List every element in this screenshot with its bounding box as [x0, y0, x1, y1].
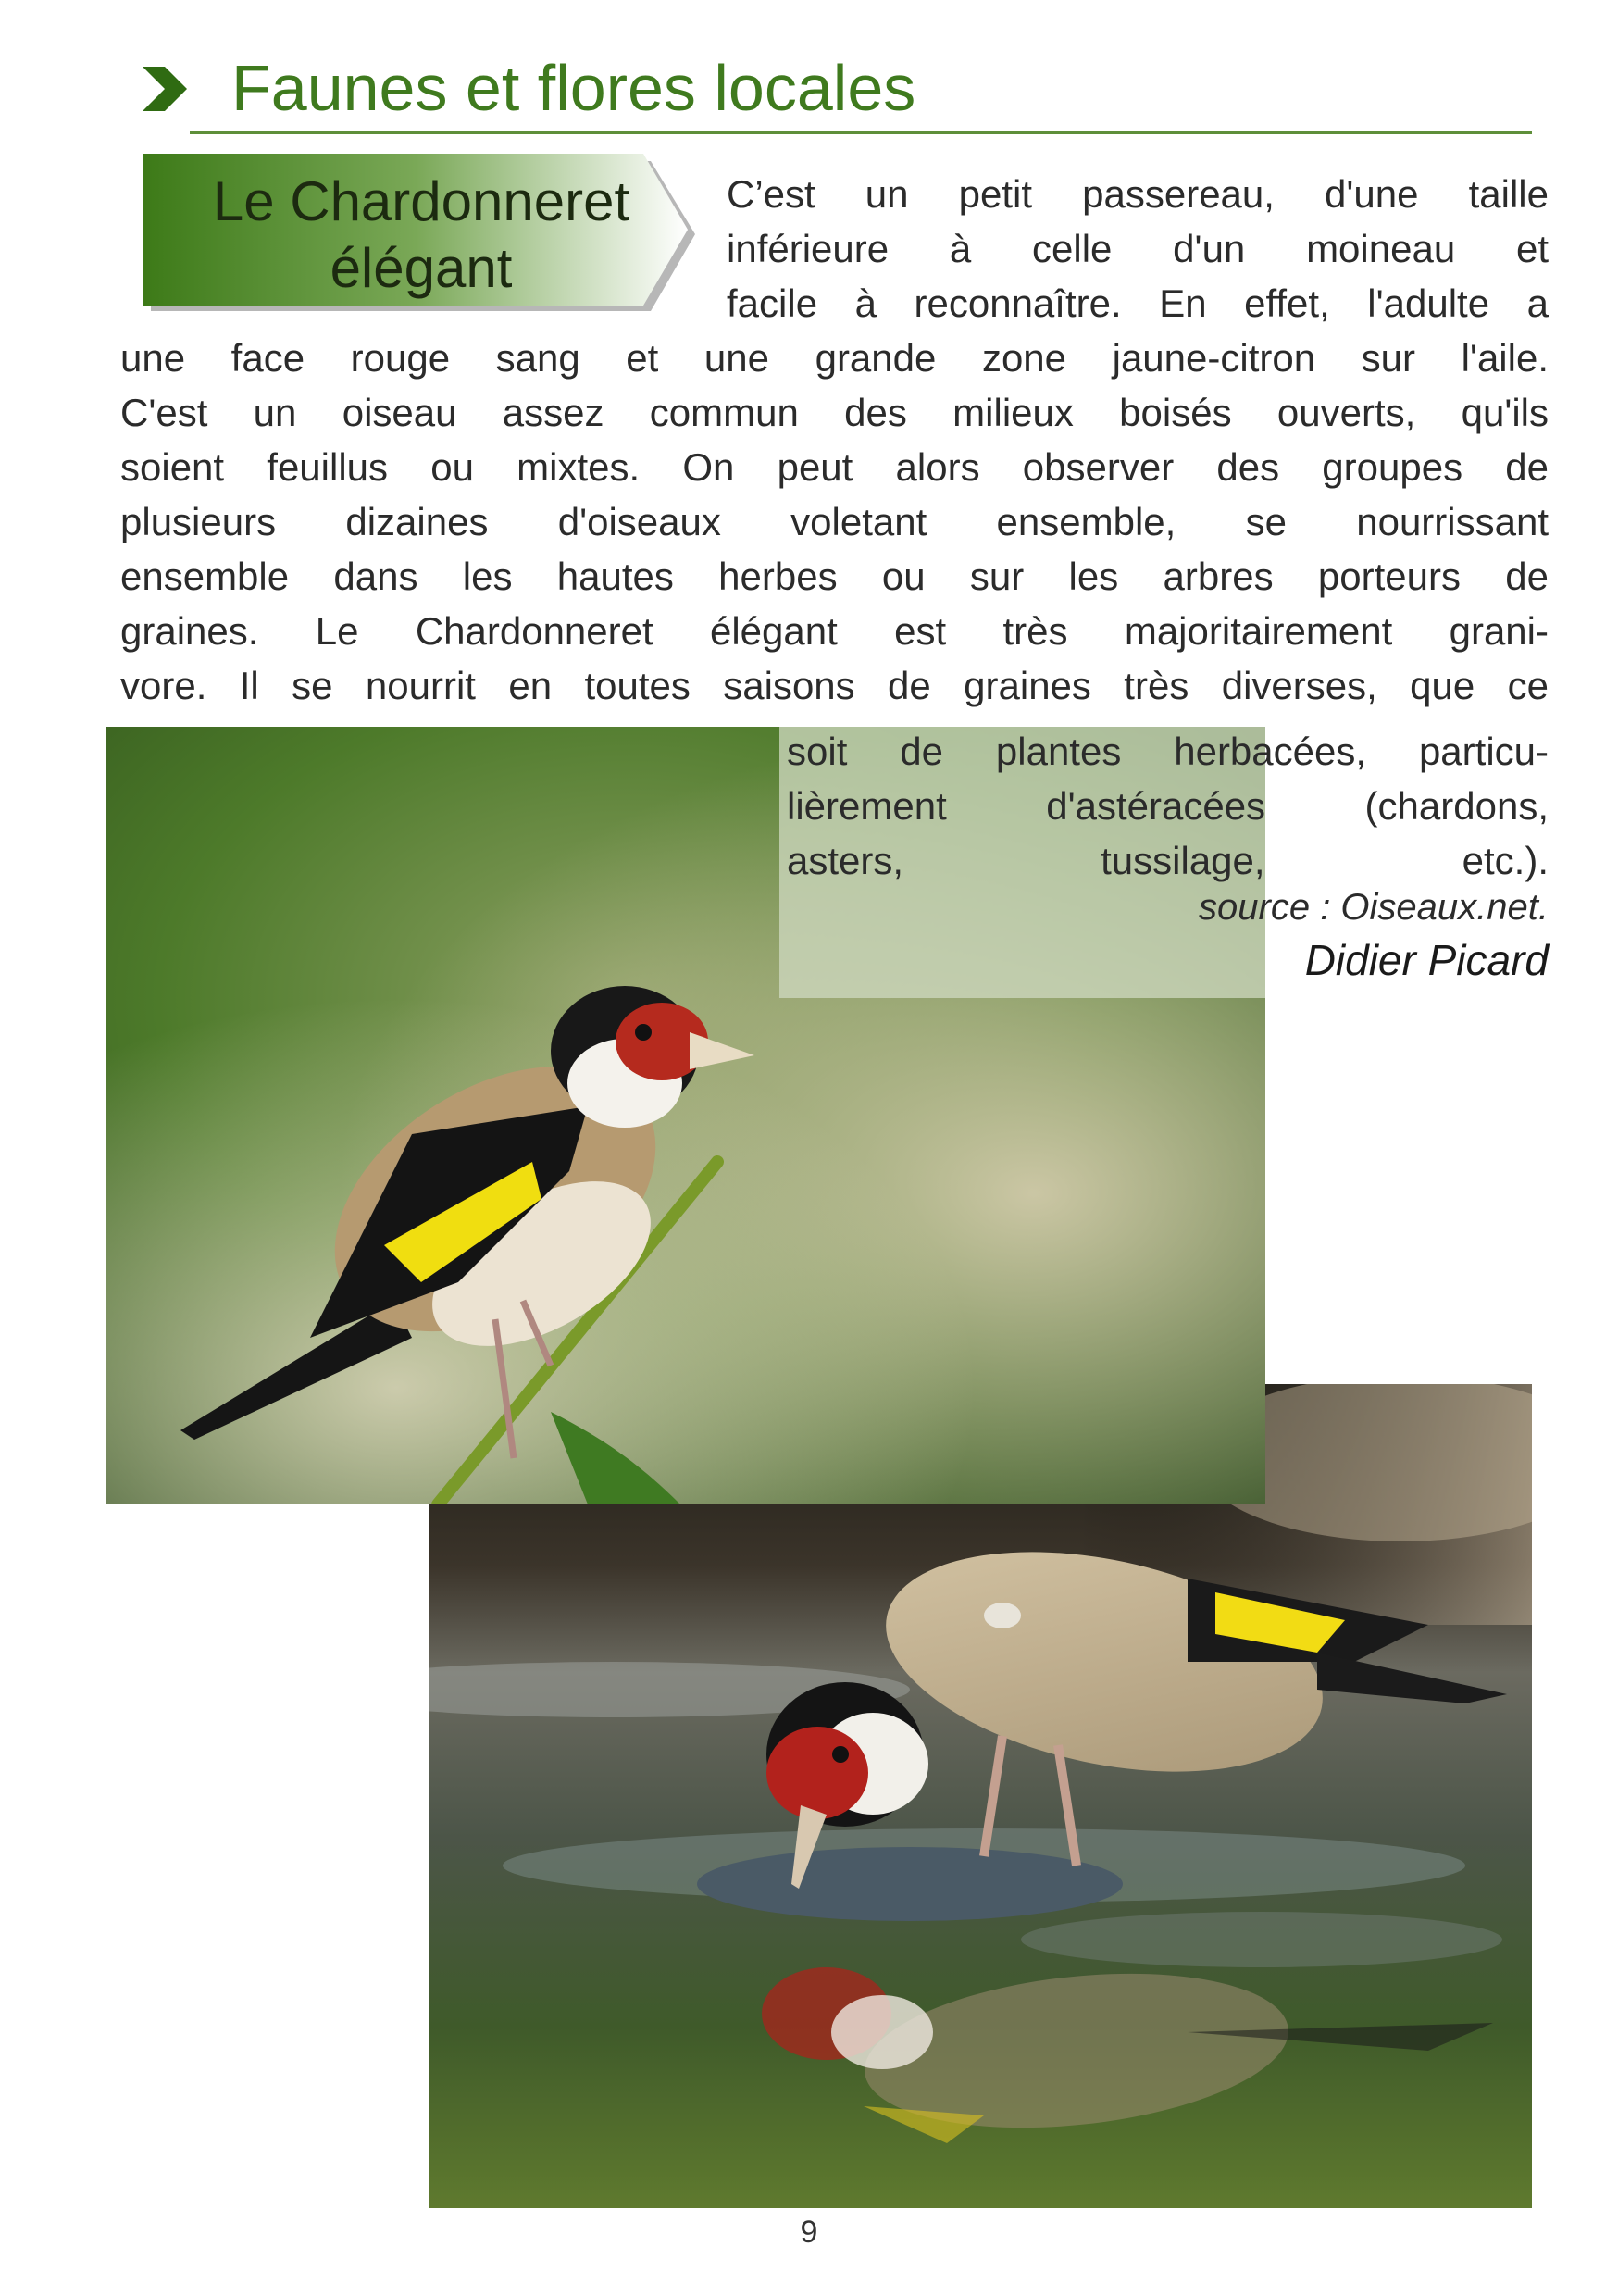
body-line: plusieurs dizaines d'oiseaux voletant ensemble, se nourrissant — [120, 500, 1549, 543]
caption-line: lièrement d'astéracées (chardons, — [787, 784, 1549, 828]
body-line: une face rouge sang et une grande zone jaune-citron sur l'aile. — [120, 336, 1549, 380]
caption-paragraph — [787, 724, 1549, 888]
caption-line: soit de plantes herbacées, particu- — [787, 730, 1549, 773]
goldfinch-drinking-photo — [429, 1384, 1532, 2208]
species-name-line2: élégant — [330, 237, 513, 299]
chevron-right-icon — [139, 63, 191, 115]
body-line: vore. Il se nourrit en toutes saisons de graines très diverses, que ce — [120, 664, 1549, 707]
source-credit: source : Oiseaux.net. — [1199, 887, 1549, 928]
species-name — [162, 168, 680, 302]
author-name: Didier Picard — [1304, 936, 1549, 984]
page-number: 9 — [800, 2215, 818, 2250]
species-name-line1: Le Chardonneret — [212, 170, 630, 232]
body-line: ensemble dans les hautes herbes ou sur les arbres porteurs de — [120, 555, 1549, 598]
caption-line: asters, tussilage, etc.). — [787, 839, 1549, 882]
section-title: Faunes et flores locales — [231, 52, 916, 124]
intro-line: facile à reconnaître. En effet, l'adulte a — [727, 281, 1549, 325]
intro-line: C’est un petit passereau, d'une taille — [727, 172, 1549, 216]
intro-line: inférieure à celle d'un moineau et — [727, 227, 1549, 270]
body-line: C'est un oiseau assez commun des milieux boisés ouverts, qu'ils — [120, 391, 1549, 434]
body-line: graines. Le Chardonneret élégant est très majoritairement grani- — [120, 609, 1549, 653]
header-divider — [190, 131, 1532, 134]
body-line: soient feuillus ou mixtes. On peut alors observer des groupes de — [120, 445, 1549, 489]
body-paragraph — [120, 331, 1549, 713]
species-badge — [143, 148, 699, 320]
page-header — [139, 44, 1532, 135]
intro-paragraph — [727, 167, 1549, 331]
